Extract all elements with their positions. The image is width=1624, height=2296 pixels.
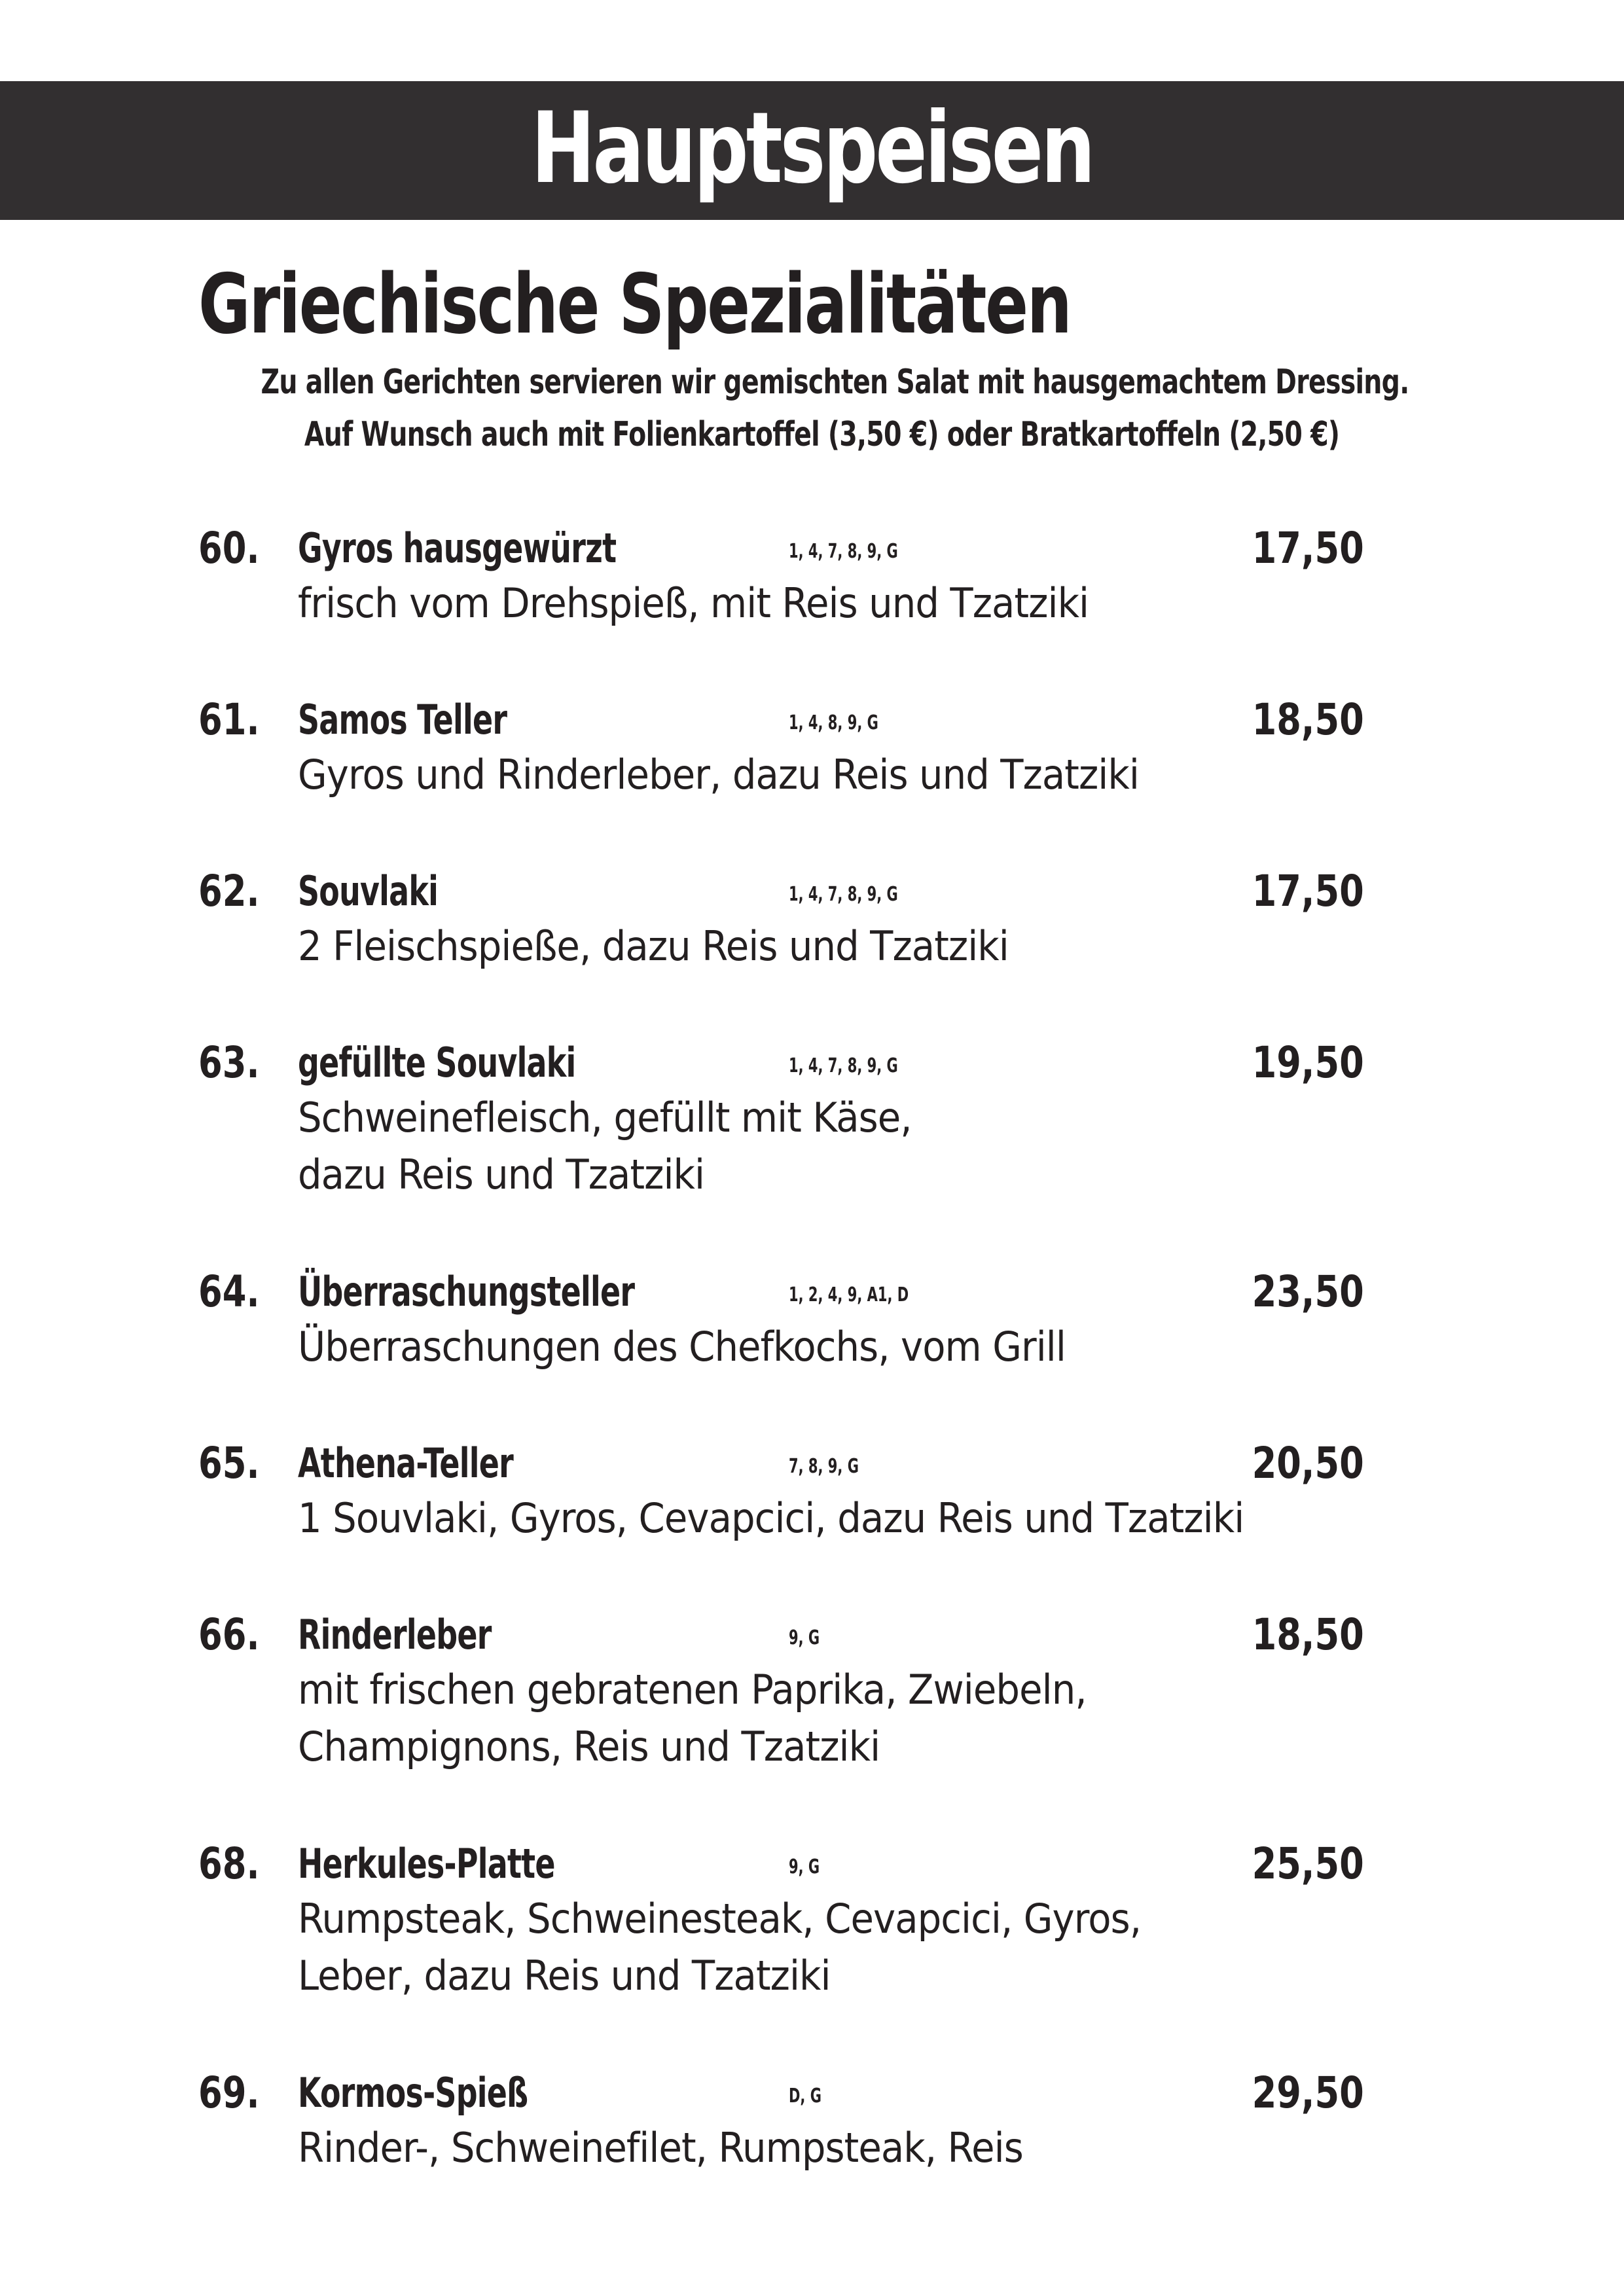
item-price: 20,50 bbox=[1252, 1438, 1364, 1488]
item-description-line: 1 Souvlaki, Gyros, Cevapcici, dazu Reis und Tzatziki bbox=[298, 1494, 1244, 1542]
item-description-line: Schweinefleisch, gefüllt mit Käse, bbox=[298, 1094, 912, 1141]
item-description-line: Rinder-, Schweinefilet, Rumpsteak, Reis bbox=[298, 2124, 1023, 2172]
item-allergens: 1, 4, 8, 9, G bbox=[789, 711, 878, 734]
item-number: 62. bbox=[198, 866, 260, 916]
item-description bbox=[298, 1318, 1066, 1375]
item-allergens: 9, G bbox=[789, 1856, 820, 1878]
section-title: Griechische Spezialitäten bbox=[198, 256, 1071, 352]
item-description bbox=[298, 746, 1139, 803]
item-name: Kormos-Spieß bbox=[298, 2069, 528, 2117]
item-description-line: Überraschungen des Chefkochs, vom Grill bbox=[298, 1323, 1066, 1371]
item-price: 25,50 bbox=[1252, 1839, 1364, 1889]
intro-line-salad: Zu allen Gerichten servieren wir gemischten Salat mit hausgemachtem Dressing. bbox=[261, 363, 1409, 402]
item-allergens: 1, 4, 7, 8, 9, G bbox=[789, 883, 898, 906]
item-number: 63. bbox=[198, 1037, 260, 1088]
item-allergens: 1, 2, 4, 9, A1, D bbox=[789, 1283, 909, 1306]
item-description-line: 2 Fleischspieße, dazu Reis und Tzatziki bbox=[298, 922, 1009, 970]
item-description-line: mit frischen gebratenen Paprika, Zwiebeln, bbox=[298, 1666, 1087, 1713]
intro-line-sides: Auf Wunsch auch mit Folienkartoffel (3,50 €) oder Bratkartoffeln (2,50 €) bbox=[304, 415, 1340, 454]
item-number: 65. bbox=[198, 1438, 260, 1488]
item-price: 29,50 bbox=[1252, 2068, 1364, 2118]
item-name: Herkules-Platte bbox=[298, 1840, 555, 1888]
item-price: 18,50 bbox=[1252, 694, 1364, 745]
item-price: 18,50 bbox=[1252, 1609, 1364, 1660]
item-description bbox=[298, 2119, 1023, 2176]
item-name: Souvlaki bbox=[298, 867, 439, 915]
item-description-line: Gyros und Rinderleber, dazu Reis und Tzatziki bbox=[298, 751, 1139, 798]
item-number: 69. bbox=[198, 2068, 260, 2118]
item-description bbox=[298, 1890, 1141, 2004]
item-description bbox=[298, 1661, 1087, 1775]
item-number: 60. bbox=[198, 523, 260, 573]
item-allergens: D, G bbox=[789, 2085, 821, 2108]
item-description-line: Champignons, Reis und Tzatziki bbox=[298, 1723, 880, 1770]
item-price: 17,50 bbox=[1252, 866, 1364, 916]
page-title: Hauptspeisen bbox=[531, 92, 1093, 206]
item-name: Athena-Teller bbox=[298, 1439, 514, 1487]
item-allergens: 7, 8, 9, G bbox=[789, 1455, 859, 1478]
item-description-line: dazu Reis und Tzatziki bbox=[298, 1151, 705, 1198]
item-price: 19,50 bbox=[1252, 1037, 1364, 1088]
item-price: 23,50 bbox=[1252, 1266, 1364, 1317]
item-name: Gyros hausgewürzt bbox=[298, 524, 617, 572]
item-number: 64. bbox=[198, 1266, 260, 1317]
item-number: 61. bbox=[198, 694, 260, 745]
item-description-line: frisch vom Drehspieß, mit Reis und Tzatziki bbox=[298, 579, 1089, 627]
item-name: Rinderleber bbox=[298, 1611, 492, 1659]
item-description-line: Leber, dazu Reis und Tzatziki bbox=[298, 1952, 831, 2000]
item-allergens: 1, 4, 7, 8, 9, G bbox=[789, 540, 898, 563]
item-name: Überraschungsteller bbox=[298, 1268, 635, 1316]
item-description bbox=[298, 1089, 912, 1203]
item-price: 17,50 bbox=[1252, 523, 1364, 573]
item-name: gefüllte Souvlaki bbox=[298, 1039, 576, 1086]
item-name: Samos Teller bbox=[298, 696, 507, 744]
item-description bbox=[298, 575, 1089, 632]
item-allergens: 1, 4, 7, 8, 9, G bbox=[789, 1054, 898, 1077]
item-number: 66. bbox=[198, 1609, 260, 1660]
item-allergens: 9, G bbox=[789, 1626, 820, 1649]
item-description-line: Rumpsteak, Schweinesteak, Cevapcici, Gyros, bbox=[298, 1895, 1142, 1943]
item-number: 68. bbox=[198, 1839, 260, 1889]
item-description bbox=[298, 1490, 1244, 1547]
item-description bbox=[298, 918, 1009, 975]
